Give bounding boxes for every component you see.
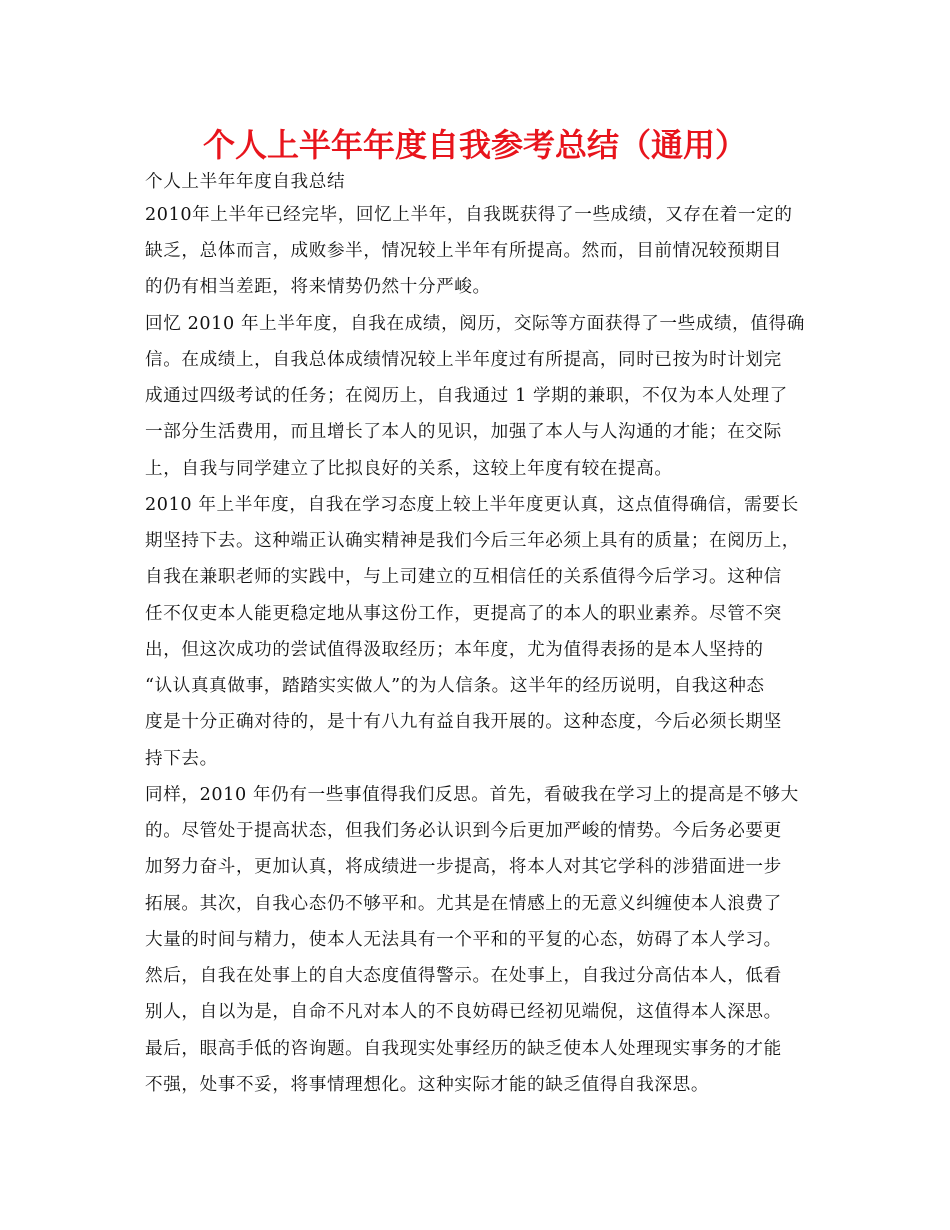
text-line: 别人，自以为是，自命不凡对本人的不良妨碍已经初见端倪，这值得本人深思。	[145, 1002, 782, 1022]
text-line: 自我在兼职老师的实践中，与上司建立的互相信任的关系值得今后学习。这种信	[145, 567, 782, 587]
text-line: 任不仅吏本人能更稳定地从事这份工作，更提高了的本人的职业素养。尽管不突	[145, 604, 782, 624]
text-line: 大量的时间与精力，使本人无法具有一个平和的平复的心态，妨碍了本人学习。	[145, 930, 782, 950]
text-line: 度是十分正确对待的，是十有八九有益自我开展的。这种态度，今后必须长期坚	[145, 712, 782, 732]
text-line: 回忆 2010 年上半年度，自我在成绩，阅历，交际等方面获得了一些成绩，值得确	[145, 314, 805, 334]
text-line: 然后，自我在处事上的自大态度值得警示。在处事上，自我过分高估本人，低看	[145, 966, 782, 986]
subtitle-line: 个人上半年年度自我总结	[145, 172, 346, 192]
text-line: 的。尽管处于提高状态，但我们务必认识到今后更加严峻的情势。今后务必要更	[145, 821, 782, 841]
text-line: 加努力奋斗，更加认真，将成绩进一步提高，将本人对其它学科的涉猎面进一步	[145, 857, 782, 877]
text-line: “认认真真做事，踏踏实实做人”的为人信条。这半年的经历说明，自我这种态	[145, 676, 765, 696]
text-line: 成通过四级考试的任务；在阅历上，自我通过 1 学期的兼职，不仅为本人处理了	[145, 386, 788, 406]
text-line: 上，自我与同学建立了比拟良好的关系，这较上年度有较在提高。	[145, 459, 673, 479]
text-line: 期坚持下去。这种端正认确实精神是我们今后三年必须上具有的质量；在阅历上，	[145, 531, 800, 551]
text-line: 信。在成绩上，自我总体成绩情况较上半年度过有所提高，同时已按为时计划完	[145, 350, 782, 370]
document-title: 个人上半年年度自我参考总结（通用）	[202, 126, 747, 164]
text-line: 最后，眼高手低的咨询题。自我现实处事经历的缺乏使本人处理现实事务的才能	[145, 1039, 782, 1059]
text-line: 持下去。	[145, 749, 218, 769]
text-line: 一部分生活费用，而且增长了本人的见识，加强了本人与人沟通的才能；在交际	[145, 422, 782, 442]
text-line: 2010年上半年已经完毕，回忆上半年，自我既获得了一些成绩，又存在着一定的	[145, 205, 793, 225]
text-line: 出，但这次成功的尝试值得汲取经历；本年度，尤为值得表扬的是本人坚持的	[145, 640, 764, 660]
text-line: 拓展。其次，自我心态仍不够平和。尤其是在情感上的无意义纠缠使本人浪费了	[145, 894, 782, 914]
text-line: 不强，处事不妥，将事情理想化。这种实际才能的缺乏值得自我深思。	[145, 1075, 710, 1095]
text-line: 同样，2010 年仍有一些事值得我们反思。首先，看破我在学习上的提高是不够大	[145, 785, 799, 805]
text-line: 缺乏，总体而言，成败参半，情况较上半年有所提高。然而，目前情况较预期目	[145, 241, 782, 261]
text-line: 2010 年上半年度，自我在学习态度上较上半年度更认真，这点值得确信，需要长	[145, 495, 799, 515]
text-line: 的仍有相当差距，将来情势仍然十分严峻。	[145, 277, 491, 297]
